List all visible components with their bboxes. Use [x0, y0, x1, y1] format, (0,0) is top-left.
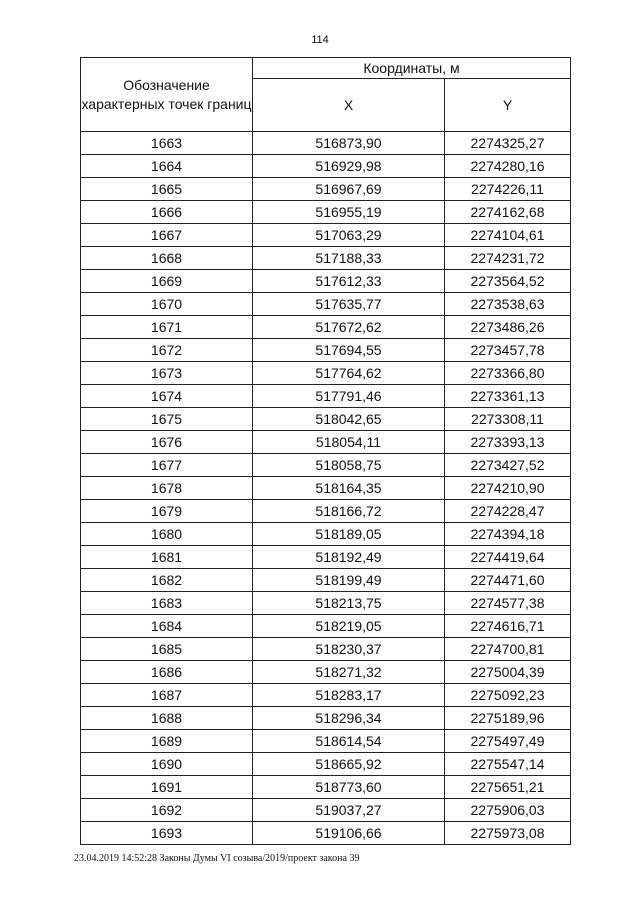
table-row — [81, 247, 571, 270]
point-id-cell: 1668 — [81, 247, 253, 270]
y-coordinate-cell: 2274325,27 — [445, 132, 571, 155]
table-row — [81, 270, 571, 293]
y-coordinate-cell: 2274231,72 — [445, 247, 571, 270]
point-id-cell: 1676 — [81, 431, 253, 454]
table-row — [81, 638, 571, 661]
table-row — [81, 201, 571, 224]
point-id-cell: 1680 — [81, 523, 253, 546]
footer-stamp: 23.04.2019 14:52:28 Законы Думы VI созыва/2019/проект закона 39 — [74, 853, 360, 864]
point-id-cell: 1675 — [81, 408, 253, 431]
x-header: X — [253, 79, 445, 132]
y-coordinate-cell: 2273361,13 — [445, 385, 571, 408]
point-id-cell: 1693 — [81, 822, 253, 845]
table-row — [81, 569, 571, 592]
y-coordinate-cell: 2273308,11 — [445, 408, 571, 431]
table-row — [81, 707, 571, 730]
x-coordinate-cell: 516967,69 — [253, 178, 445, 201]
x-coordinate-cell: 518054,11 — [253, 431, 445, 454]
point-id-cell: 1686 — [81, 661, 253, 684]
point-id-cell: 1674 — [81, 385, 253, 408]
x-coordinate-cell: 518042,65 — [253, 408, 445, 431]
y-coordinate-cell: 2274226,11 — [445, 178, 571, 201]
y-coordinate-cell: 2275004,39 — [445, 661, 571, 684]
x-coordinate-cell: 517612,33 — [253, 270, 445, 293]
table-row — [81, 753, 571, 776]
page-number: 114 — [311, 34, 329, 46]
y-coordinate-cell: 2273564,52 — [445, 270, 571, 293]
x-coordinate-cell: 518219,05 — [253, 615, 445, 638]
point-id-cell: 1683 — [81, 592, 253, 615]
point-id-cell: 1684 — [81, 615, 253, 638]
table-row — [81, 408, 571, 431]
y-coordinate-cell: 2274210,90 — [445, 477, 571, 500]
table-row — [81, 799, 571, 822]
x-coordinate-cell: 519106,66 — [253, 822, 445, 845]
x-coordinate-cell: 518189,05 — [253, 523, 445, 546]
y-header: Y — [445, 79, 571, 132]
point-id-cell: 1665 — [81, 178, 253, 201]
x-coordinate-cell: 518166,72 — [253, 500, 445, 523]
y-coordinate-cell: 2274162,68 — [445, 201, 571, 224]
y-coordinate-cell: 2275092,23 — [445, 684, 571, 707]
x-coordinate-cell: 517672,62 — [253, 316, 445, 339]
x-coordinate-cell: 516955,19 — [253, 201, 445, 224]
point-id-cell: 1681 — [81, 546, 253, 569]
point-id-cell: 1685 — [81, 638, 253, 661]
x-coordinate-cell: 518271,32 — [253, 661, 445, 684]
x-coordinate-cell: 518058,75 — [253, 454, 445, 477]
point-id-cell: 1690 — [81, 753, 253, 776]
x-coordinate-cell: 517063,29 — [253, 224, 445, 247]
table-row — [81, 224, 571, 247]
table-row — [81, 477, 571, 500]
point-id-cell: 1671 — [81, 316, 253, 339]
x-coordinate-cell: 518192,49 — [253, 546, 445, 569]
x-coordinate-cell: 518665,92 — [253, 753, 445, 776]
y-coordinate-cell: 2274700,81 — [445, 638, 571, 661]
point-id-cell: 1691 — [81, 776, 253, 799]
y-coordinate-cell: 2274577,38 — [445, 592, 571, 615]
point-id-cell: 1682 — [81, 569, 253, 592]
table-row — [81, 500, 571, 523]
table-row — [81, 592, 571, 615]
point-id-cell: 1692 — [81, 799, 253, 822]
point-id-cell: 1688 — [81, 707, 253, 730]
y-coordinate-cell: 2274616,71 — [445, 615, 571, 638]
x-coordinate-cell: 516929,98 — [253, 155, 445, 178]
point-id-cell: 1677 — [81, 454, 253, 477]
y-coordinate-cell: 2275973,08 — [445, 822, 571, 845]
x-coordinate-cell: 517764,62 — [253, 362, 445, 385]
table-row — [81, 132, 571, 155]
y-coordinate-cell: 2273366,80 — [445, 362, 571, 385]
table-row — [81, 316, 571, 339]
point-id-cell: 1670 — [81, 293, 253, 316]
coordinates-table — [80, 57, 571, 845]
y-coordinate-cell: 2273457,78 — [445, 339, 571, 362]
x-coordinate-cell: 518164,35 — [253, 477, 445, 500]
table-row — [81, 776, 571, 799]
point-id-cell: 1669 — [81, 270, 253, 293]
point-id-cell: 1673 — [81, 362, 253, 385]
point-id-cell: 1689 — [81, 730, 253, 753]
x-coordinate-cell: 517694,55 — [253, 339, 445, 362]
point-id-cell: 1664 — [81, 155, 253, 178]
table-row — [81, 523, 571, 546]
point-id-cell: 1679 — [81, 500, 253, 523]
y-coordinate-cell: 2274104,61 — [445, 224, 571, 247]
y-coordinate-cell: 2274471,60 — [445, 569, 571, 592]
x-coordinate-cell: 518199,49 — [253, 569, 445, 592]
point-id-cell: 1687 — [81, 684, 253, 707]
table-row — [81, 730, 571, 753]
table-body — [81, 132, 571, 845]
x-coordinate-cell: 518283,17 — [253, 684, 445, 707]
point-id-cell: 1663 — [81, 132, 253, 155]
table-row — [81, 615, 571, 638]
point-id-cell: 1672 — [81, 339, 253, 362]
x-coordinate-cell: 518296,34 — [253, 707, 445, 730]
table-row — [81, 339, 571, 362]
x-coordinate-cell: 517188,33 — [253, 247, 445, 270]
x-coordinate-cell: 516873,90 — [253, 132, 445, 155]
coordinates-header: Координаты, м — [253, 58, 571, 79]
table-row — [81, 454, 571, 477]
point-id-cell: 1678 — [81, 477, 253, 500]
y-coordinate-cell: 2275906,03 — [445, 799, 571, 822]
y-coordinate-cell: 2273393,13 — [445, 431, 571, 454]
table-row — [81, 661, 571, 684]
table-row — [81, 293, 571, 316]
table-row — [81, 431, 571, 454]
table-row — [81, 385, 571, 408]
x-coordinate-cell: 518230,37 — [253, 638, 445, 661]
table-row — [81, 822, 571, 845]
x-coordinate-cell: 519037,27 — [253, 799, 445, 822]
y-coordinate-cell: 2275497,49 — [445, 730, 571, 753]
y-coordinate-cell: 2275189,96 — [445, 707, 571, 730]
table-row — [81, 546, 571, 569]
y-coordinate-cell: 2273427,52 — [445, 454, 571, 477]
point-designation-header: Обозначение характерных точек границ — [81, 58, 253, 132]
y-coordinate-cell: 2273486,26 — [445, 316, 571, 339]
table-row — [81, 155, 571, 178]
point-id-cell: 1666 — [81, 201, 253, 224]
point-id-cell: 1667 — [81, 224, 253, 247]
y-coordinate-cell: 2274419,64 — [445, 546, 571, 569]
x-coordinate-cell: 517635,77 — [253, 293, 445, 316]
table-row — [81, 178, 571, 201]
x-coordinate-cell: 518213,75 — [253, 592, 445, 615]
y-coordinate-cell: 2274228,47 — [445, 500, 571, 523]
x-coordinate-cell: 517791,46 — [253, 385, 445, 408]
x-coordinate-cell: 518773,60 — [253, 776, 445, 799]
y-coordinate-cell: 2275547,14 — [445, 753, 571, 776]
table-row — [81, 362, 571, 385]
y-coordinate-cell: 2274280,16 — [445, 155, 571, 178]
y-coordinate-cell: 2275651,21 — [445, 776, 571, 799]
y-coordinate-cell: 2274394,18 — [445, 523, 571, 546]
y-coordinate-cell: 2273538,63 — [445, 293, 571, 316]
table-row — [81, 684, 571, 707]
x-coordinate-cell: 518614,54 — [253, 730, 445, 753]
